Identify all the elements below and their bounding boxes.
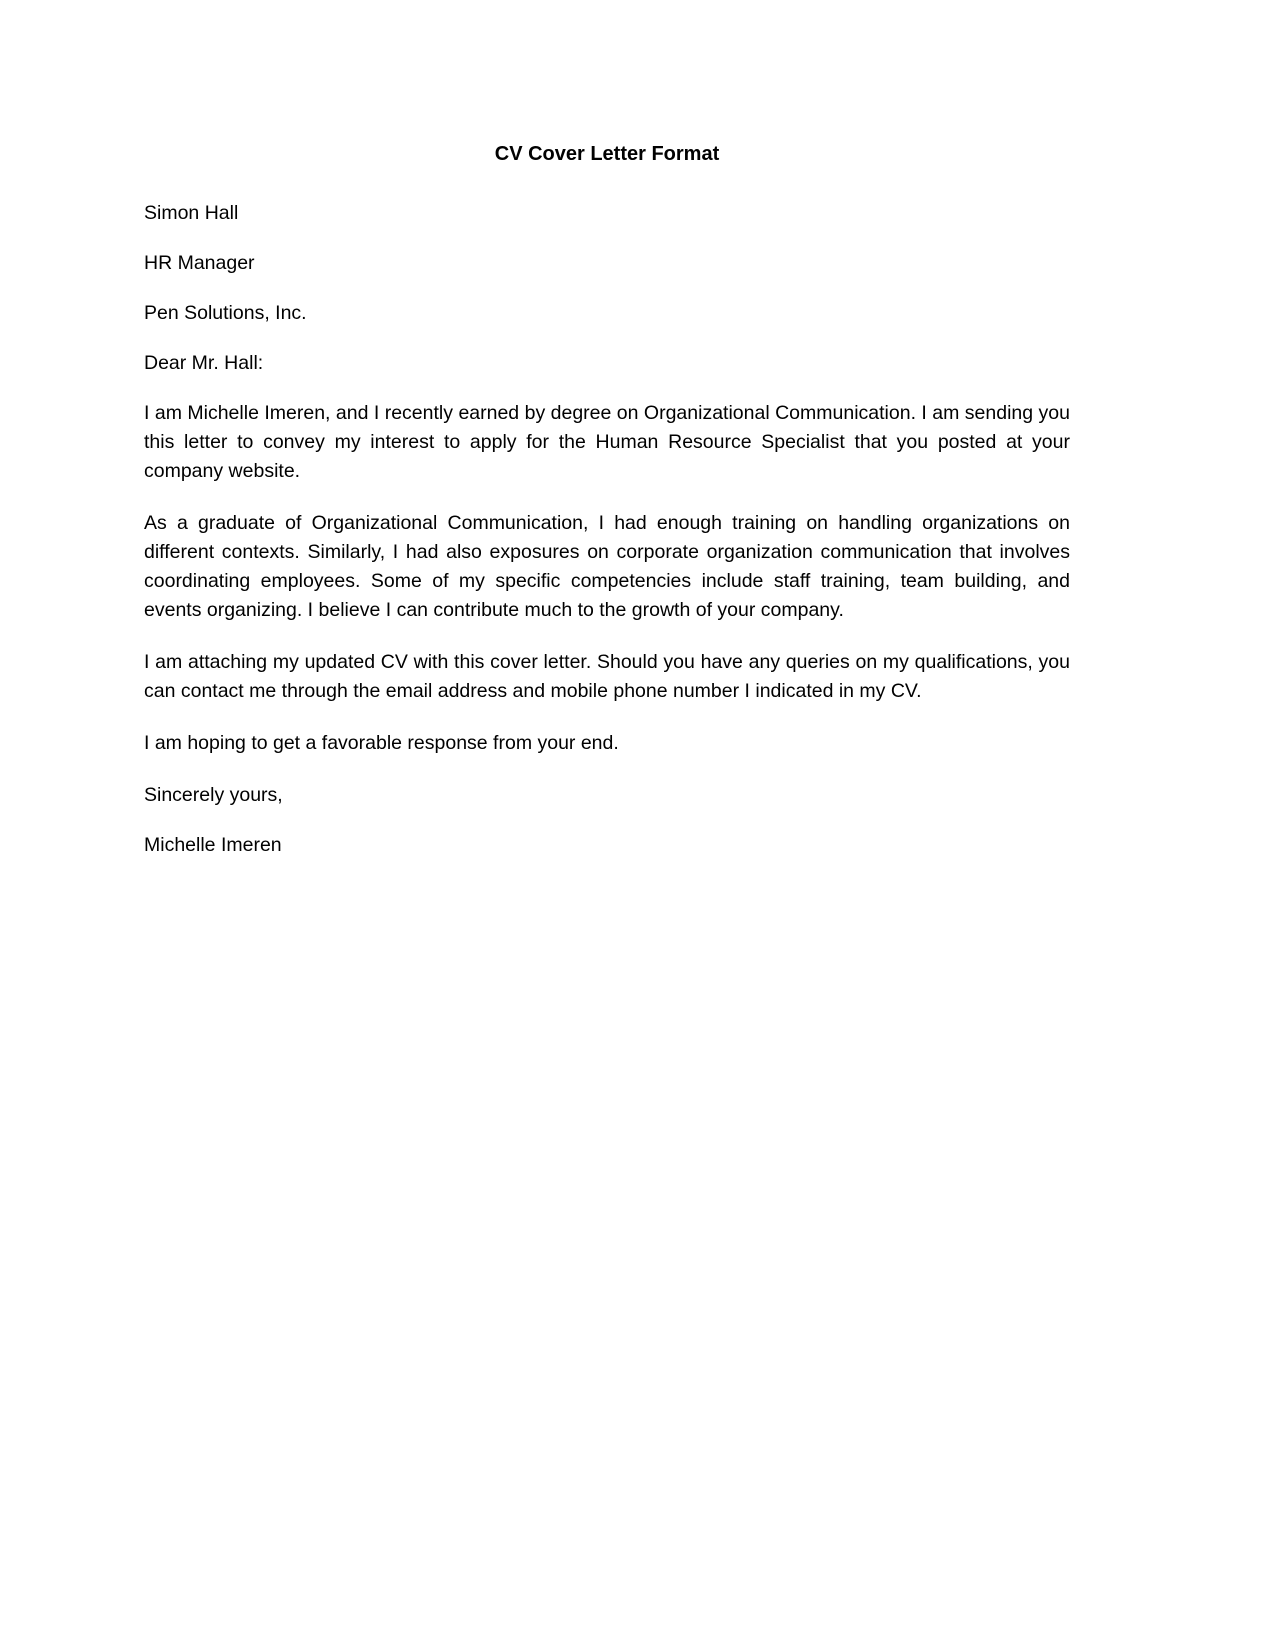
paragraph-attachment: I am attaching my updated CV with this cover letter. Should you have any queries on my qualifications, you can contact me through the email address and mobile phone number I indicated in my CV.: [144, 651, 1070, 702]
paragraph-hoping-response: I am hoping to get a favorable response from your end.: [144, 732, 619, 754]
recipient-company: Pen Solutions, Inc.: [144, 302, 307, 324]
salutation: Dear Mr. Hall:: [144, 352, 264, 374]
recipient-job-title: HR Manager: [144, 252, 255, 274]
paragraph-introduction: I am Michelle Imeren, and I recently earned by degree on Organizational Communication. I am sending you this letter to convey my interest to apply for the Human Resource Specialist that you posted at your company website.: [144, 402, 1070, 482]
closing: Sincerely yours,: [144, 784, 283, 806]
signature-name: Michelle Imeren: [144, 834, 282, 856]
paragraph-qualifications: As a graduate of Organizational Communication, I had enough training on handling organizations on different contexts. Similarly, I had also exposures on corporate organization communication that involves coordinating employees. Some of my specific competencies include staff training, team building, and events organizing. I believe I can contribute much to the growth of your company.: [144, 512, 1070, 621]
document-title: CV Cover Letter Format: [494, 143, 720, 165]
recipient-name: Simon Hall: [144, 202, 239, 224]
